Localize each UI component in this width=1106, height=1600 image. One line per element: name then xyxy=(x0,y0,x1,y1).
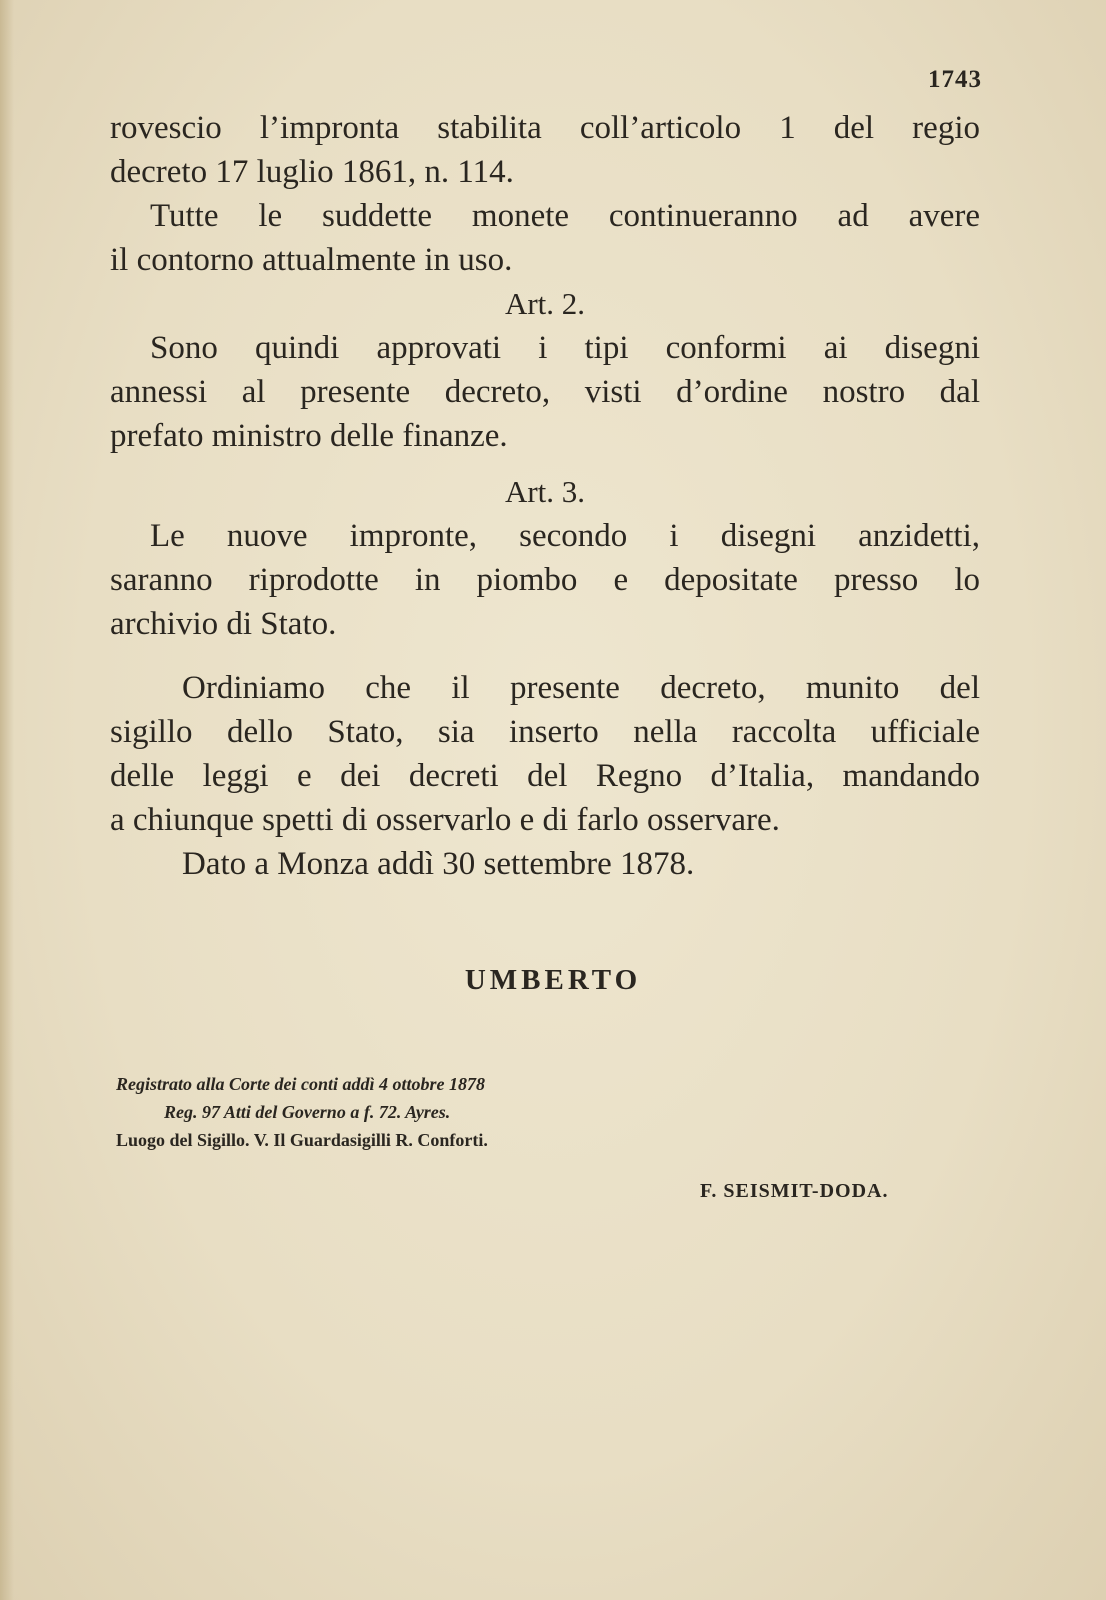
body-line: prefato ministro delle finanze. xyxy=(110,418,508,454)
registration-note xyxy=(116,1070,488,1154)
dated-line: Dato a Monza addì 30 settembre 1878. xyxy=(182,846,695,882)
body-line: sigillo dello Stato, sia inserto nella raccolta ufficiale xyxy=(110,714,980,750)
body-line: il contorno attualmente in uso. xyxy=(110,242,513,278)
minister-countersignature: F. SEISMIT-DODA. xyxy=(700,1180,889,1202)
registration-line: Registrato alla Corte dei conti addì 4 ottobre 1878 xyxy=(116,1074,485,1094)
body-line: rovescio l’impronta stabilita coll’articolo 1 del regio xyxy=(110,110,980,146)
body-line: a chiunque spetti di osservarlo e di farlo osservare. xyxy=(110,802,780,838)
registration-line: Reg. 97 Atti del Governo a f. 72. Ayres. xyxy=(164,1102,451,1122)
page-number: 1743 xyxy=(928,66,982,93)
body-line: Sono quindi approvati i tipi conformi ai disegni xyxy=(150,330,980,366)
body-line: decreto 17 luglio 1861, n. 114. xyxy=(110,154,514,190)
royal-signature: UMBERTO xyxy=(464,964,642,996)
body-line: Tutte le suddette monete continueranno ad avere xyxy=(150,198,980,234)
article-2-heading: Art. 2. xyxy=(504,286,586,321)
body-line: saranno riprodotte in piombo e depositate presso lo xyxy=(110,562,980,598)
body-line: delle leggi e dei decreti del Regno d’Italia, mandando xyxy=(110,758,980,794)
decree-body xyxy=(110,106,980,886)
page-edge-shadow xyxy=(0,0,14,1600)
body-line: Le nuove impronte, secondo i disegni anzidetti, xyxy=(150,518,980,554)
body-line: annessi al presente decreto, visti d’ordine nostro dal xyxy=(110,374,980,410)
registration-line: Luogo del Sigillo. V. Il Guardasigilli R. Conforti. xyxy=(116,1130,488,1150)
body-line: archivio di Stato. xyxy=(110,606,337,642)
body-line: Ordiniamo che il presente decreto, munito del xyxy=(182,670,980,706)
article-3-heading: Art. 3. xyxy=(504,474,586,509)
